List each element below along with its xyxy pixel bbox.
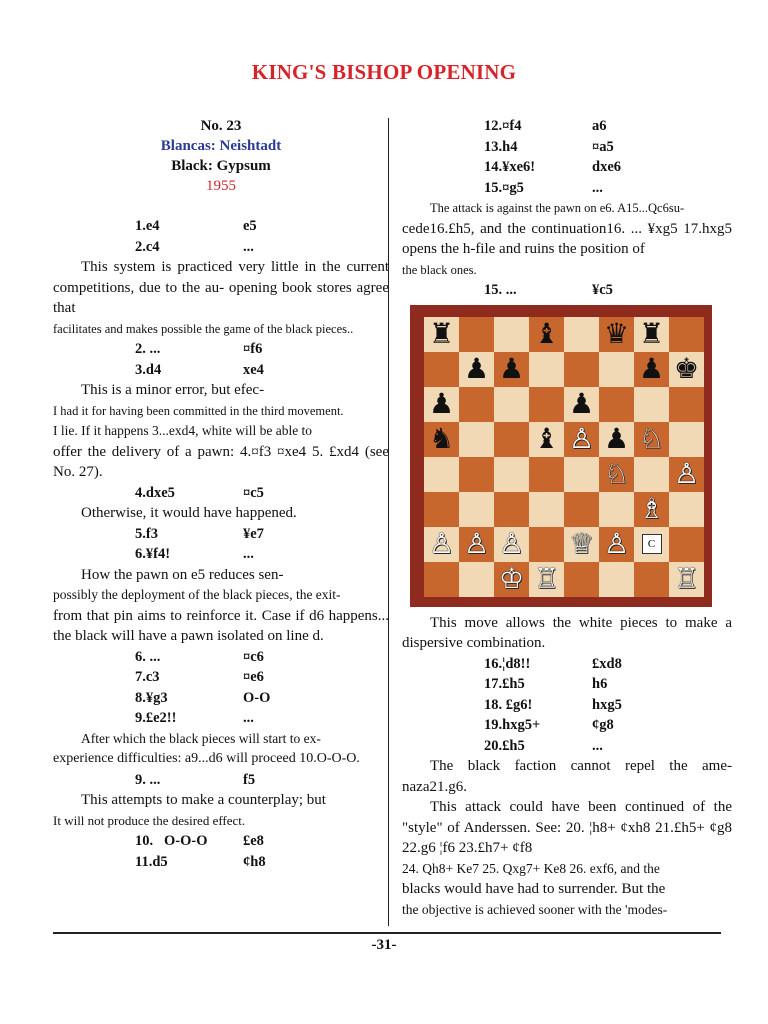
white-move: 11.d5 <box>135 853 168 870</box>
white-move: 6.¥f4! <box>135 546 171 562</box>
commentary: Otherwise, it would have happened. <box>81 505 297 521</box>
board-square-h6 <box>669 387 704 422</box>
black-move: dxe6 <box>592 159 621 175</box>
move-row <box>53 852 389 873</box>
board-square-e2 <box>564 527 599 562</box>
white-move: 4.dxe5 <box>135 484 175 501</box>
move-row <box>53 524 389 545</box>
move-row <box>53 688 389 709</box>
move-row <box>53 667 389 688</box>
white-move: 2.c4 <box>135 238 160 255</box>
board-square-f3 <box>599 492 634 527</box>
board-square-a5 <box>424 422 459 457</box>
left-column <box>53 116 389 872</box>
board-square-f5 <box>599 422 634 457</box>
black-move: ¤c6 <box>243 648 264 665</box>
black-move: ¥e7 <box>243 525 264 542</box>
board-square-c7 <box>494 352 529 387</box>
move-row <box>53 647 389 668</box>
black-move: ... <box>243 546 254 562</box>
board-square-g7 <box>634 352 669 387</box>
board-square-d3 <box>529 492 564 527</box>
commentary: the objective is achieved sooner with the 'modes- <box>402 901 668 917</box>
board-square-c3 <box>494 492 529 527</box>
black-move: f5 <box>243 771 256 788</box>
white-move: 20.£h5 <box>484 737 525 754</box>
black-move: hxg5 <box>592 696 622 713</box>
board-square-b4 <box>459 457 494 492</box>
board-square-a3 <box>424 492 459 527</box>
move-row <box>402 157 732 178</box>
page-number: -31- <box>371 937 397 953</box>
black-move: ... <box>243 710 254 726</box>
board-square-e4 <box>564 457 599 492</box>
black-move: ... <box>592 179 603 196</box>
white-piece-icon: ♖ <box>533 562 560 595</box>
commentary: facilitates and makes possible the game of the black pieces.. <box>53 321 354 336</box>
white-move: 14.¥xe6! <box>484 159 536 175</box>
commentary: It will not produce the desired effect. <box>53 812 246 828</box>
black-move: £e8 <box>243 833 264 849</box>
board-square-f7 <box>599 352 634 387</box>
board-square-c6 <box>494 387 529 422</box>
move-row <box>53 483 389 504</box>
board-square-d6 <box>529 387 564 422</box>
commentary: I lie. If it happens 3...exd4, white will be able to <box>53 423 313 438</box>
black-move: xe4 <box>243 361 264 378</box>
white-piece-icon: ♙ <box>603 527 630 560</box>
footer-rule <box>53 932 721 934</box>
commentary: from that pin aims to reinforce it. Case if d6 happens... the black will have a pawn isolated on line d. <box>53 607 389 644</box>
black-move: ¤a5 <box>592 138 614 155</box>
black-move: a6 <box>592 118 607 134</box>
black-piece-icon: ♝ <box>533 317 560 350</box>
black-piece-icon: ♟ <box>603 422 630 455</box>
white-move: 7.c3 <box>135 669 160 685</box>
white-move: 16.¦d8!! <box>484 655 531 672</box>
white-move: 18. £g6! <box>484 696 533 713</box>
board-square-a2 <box>424 527 459 562</box>
board-square-d4 <box>529 457 564 492</box>
black-piece-icon: ♝ <box>533 422 560 455</box>
board-square-c4 <box>494 457 529 492</box>
board-square-b2 <box>459 527 494 562</box>
board-square-g2 <box>634 527 669 562</box>
move-row <box>402 715 732 736</box>
white-move: 9. ... <box>135 771 161 788</box>
white-player: Blancas: Neishtadt <box>160 138 282 154</box>
black-move: ¤c5 <box>243 484 264 501</box>
black-move: ... <box>592 737 603 754</box>
move-row <box>53 708 389 729</box>
board-square-a4 <box>424 457 459 492</box>
white-move: 2. ... <box>135 341 161 357</box>
board-square-c2 <box>494 527 529 562</box>
board-square-b5 <box>459 422 494 457</box>
black-piece-icon: ♞ <box>428 422 455 455</box>
move-row <box>53 339 389 360</box>
board-square-e5 <box>564 422 599 457</box>
board-square-f8 <box>599 317 634 352</box>
commentary: This system is practiced very little in the current competitions, due to the au- opening book stores agree that <box>53 259 389 316</box>
black-move: ¢h8 <box>243 853 266 870</box>
board-square-b3 <box>459 492 494 527</box>
commentary: This attack could have been continued of the "style" of Anderssen. See: 20. ¦h8+ ¢xh8 21.£h5+ ¢g8 22.g6 ¦f6 23.£h7+ ¢f8 <box>402 799 732 856</box>
board-square-a7 <box>424 352 459 387</box>
board-square-g3 <box>634 492 669 527</box>
commentary: This attempts to make a counterplay; but <box>81 792 326 808</box>
board-square-a8 <box>424 317 459 352</box>
move-row <box>402 736 732 757</box>
game-year: 1955 <box>206 178 236 194</box>
board-square-e3 <box>564 492 599 527</box>
page-title: KING'S BISHOP OPENING <box>251 60 517 84</box>
commentary: possibly the deployment of the black pieces, the exit- <box>53 587 341 602</box>
white-piece-icon: ♖ <box>673 562 700 595</box>
board-square-e7 <box>564 352 599 387</box>
white-move: 10. O-O-O <box>135 833 208 849</box>
white-move: 17.£h5 <box>484 676 525 692</box>
right-column <box>402 116 732 920</box>
board-square-d2 <box>529 527 564 562</box>
board-square-f4 <box>599 457 634 492</box>
board-square-g4 <box>634 457 669 492</box>
commentary: The black faction cannot repel the ame- naza21.g6. <box>402 758 732 795</box>
move-row <box>402 654 732 675</box>
board-square-g5 <box>634 422 669 457</box>
move-row <box>402 178 732 199</box>
board-square-d8 <box>529 317 564 352</box>
board-square-h1 <box>669 562 704 597</box>
black-piece-icon: ♟ <box>463 352 490 385</box>
board-square-h2 <box>669 527 704 562</box>
commentary: This move allows the white pieces to make a dispersive combination. <box>402 614 732 651</box>
black-piece-icon: ♜ <box>638 317 665 350</box>
game-number: No. 23 <box>200 118 242 134</box>
move-row <box>402 137 732 158</box>
white-move: 5.f3 <box>135 525 158 542</box>
commentary: This is a minor error, but efec- <box>81 382 265 398</box>
board-square-c5 <box>494 422 529 457</box>
black-move: ¥c5 <box>592 282 613 298</box>
move-row <box>53 216 389 237</box>
board-square-e1 <box>564 562 599 597</box>
black-move: ¤e6 <box>243 669 264 685</box>
white-piece-icon: ♙ <box>673 457 700 490</box>
black-move: e5 <box>243 218 257 234</box>
board-square-g1 <box>634 562 669 597</box>
black-move: £xd8 <box>592 655 622 672</box>
black-piece-icon: ♟ <box>498 352 525 385</box>
white-piece-icon: ♙ <box>498 527 525 560</box>
board-square-h8 <box>669 317 704 352</box>
white-move: 12.¤f4 <box>484 118 522 134</box>
board-square-g6 <box>634 387 669 422</box>
board-square-e6 <box>564 387 599 422</box>
move-row <box>402 280 732 301</box>
move-row <box>53 544 389 565</box>
black-move: ¢g8 <box>592 717 614 733</box>
white-piece-icon: ♙ <box>568 422 595 455</box>
board-square-f2 <box>599 527 634 562</box>
black-move: h6 <box>592 676 608 692</box>
board-square-b6 <box>459 387 494 422</box>
white-piece-icon: ♘ <box>638 422 665 455</box>
board-square-a1 <box>424 562 459 597</box>
white-move: 13.h4 <box>484 138 518 155</box>
black-move: ... <box>243 238 254 255</box>
move-row <box>402 116 732 137</box>
board-square-a6 <box>424 387 459 422</box>
board-square-h5 <box>669 422 704 457</box>
move-row <box>402 695 732 716</box>
board-square-e8 <box>564 317 599 352</box>
move-row <box>53 360 389 381</box>
board-square-h7 <box>669 352 704 387</box>
board-square-d7 <box>529 352 564 387</box>
move-row <box>53 770 389 791</box>
commentary: After which the black pieces will start to ex- <box>81 730 321 746</box>
white-move: 19.hxg5+ <box>484 717 541 733</box>
white-move: 8.¥g3 <box>135 689 168 706</box>
board-square-d5 <box>529 422 564 457</box>
black-move: ¤f6 <box>243 341 263 357</box>
white-move: 15.¤g5 <box>484 179 524 196</box>
black-piece-icon: ♛ <box>603 317 630 350</box>
white-piece-icon: ♔ <box>498 562 525 595</box>
commentary: The attack is against the pawn on e6. A15...Qc6su- <box>430 201 685 215</box>
black-piece-icon: ♟ <box>568 387 595 420</box>
board-square-g8 <box>634 317 669 352</box>
board-square-h4 <box>669 457 704 492</box>
commentary: How the pawn on e5 reduces sen- <box>81 566 284 583</box>
white-move: 1.e4 <box>135 218 160 234</box>
move-row <box>402 674 732 695</box>
black-piece-icon: ♟ <box>638 352 665 385</box>
white-move: 9.£e2!! <box>135 710 177 726</box>
board-square-c1 <box>494 562 529 597</box>
commentary: the black ones. <box>402 262 477 277</box>
white-move: 15. ... <box>484 282 517 298</box>
white-move: 6. ... <box>135 648 161 665</box>
board-square-h3 <box>669 492 704 527</box>
square-marker: C <box>642 534 662 554</box>
commentary: blacks would have had to surrender. But the <box>402 881 666 897</box>
chess-board <box>410 305 712 607</box>
board-square-b1 <box>459 562 494 597</box>
white-piece-icon: ♕ <box>568 527 595 560</box>
commentary: offer the delivery of a pawn: 4.¤f3 ¤xe4 5. £xd4 (see No. 27). <box>53 443 389 480</box>
black-player: Black: Gypsum <box>171 158 271 174</box>
board-square-b8 <box>459 317 494 352</box>
black-move: O-O <box>243 689 271 706</box>
board-square-f6 <box>599 387 634 422</box>
black-piece-icon: ♚ <box>673 352 700 385</box>
move-row <box>53 237 389 258</box>
black-piece-icon: ♟ <box>428 387 455 420</box>
black-piece-icon: ♜ <box>428 317 455 350</box>
white-move: 3.d4 <box>135 361 162 378</box>
board-square-b7 <box>459 352 494 387</box>
board-square-c8 <box>494 317 529 352</box>
board-square-f1 <box>599 562 634 597</box>
white-piece-icon: ♙ <box>428 527 455 560</box>
board-square-d1 <box>529 562 564 597</box>
commentary: 24. Qh8+ Ke7 25. Qxg7+ Ke8 26. exf6, and the <box>402 860 660 876</box>
commentary: experience difficulties: a9...d6 will proceed 10.O-O-O. <box>53 751 360 766</box>
commentary: cede16.£h5, and the continuation16. ... ¥xg5 17.hxg5 opens the h-file and ruins the position of <box>402 220 732 257</box>
white-piece-icon: ♙ <box>463 527 490 560</box>
move-row <box>53 831 389 852</box>
commentary: I had it for having been committed in the third movement. <box>53 403 344 418</box>
white-piece-icon: ♘ <box>603 457 630 490</box>
white-piece-icon: ♗ <box>638 492 665 525</box>
